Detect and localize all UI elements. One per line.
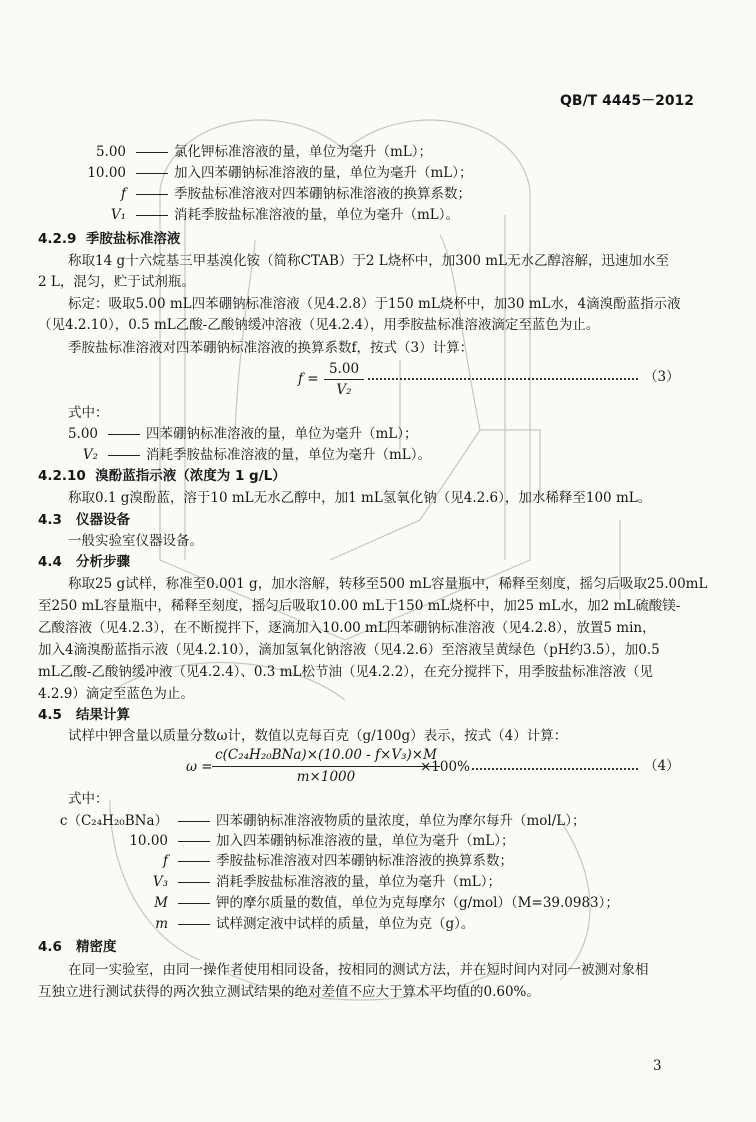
section-heading-4-2-9: 4.2.9 季胺盐标准溶液 (38, 231, 181, 247)
definition-symbol: V₃ (152, 874, 168, 890)
definition-dash (178, 903, 210, 904)
definition-symbol: 10.00 (129, 833, 168, 849)
paragraph-line: 乙酸溶液（见4.2.3），在不断搅拌下，逐滴加入10.00 mL四苯硼钠标准溶液（见4.2.8），放置5 min， (38, 620, 656, 636)
definition-symbol: 5.00 (95, 144, 126, 160)
where-label: 式中： (68, 405, 109, 421)
paragraph: 季胺盐标准溶液对四苯硼钠标准溶液的换算系数f，按式（3）计算： (68, 340, 474, 356)
paragraph: 试样中钾含量以质量分数ω计，数值以克每百克（g/100g）表示，按式（4）计算： (68, 728, 568, 744)
page-number: 3 (653, 1058, 662, 1074)
equation-tail: ×100% (420, 759, 470, 775)
equation-label: （3） (644, 369, 680, 385)
paragraph-line: 至250 mL容量瓶中，稀释至刻度，摇匀后吸取10.00 mL于150 mL烧杯中，加25 mL水，加2 mL硫酸镁- (38, 598, 681, 614)
definition-symbol: 5.00 (67, 426, 98, 442)
equation-numerator: 5.00 (328, 361, 360, 377)
definition-dash (136, 194, 168, 195)
equation-denominator: V₂ (336, 382, 352, 398)
definition-dash (178, 882, 210, 883)
paragraph: （见4.2.10），0.5 mL乙酸-乙酸钠缓冲溶液（见4.2.4），用季胺盐标准溶液滴定至蓝色为止。 (38, 317, 600, 333)
equation-label: （4） (644, 758, 680, 774)
equation-numerator: c(C₂₄H₂₀BNa)×(10.00 - f×V₃)×M (215, 747, 437, 763)
section-heading-4-3: 4.3 仪器设备 (38, 512, 131, 528)
definition-symbol: f (163, 853, 168, 869)
fraction-bar (324, 379, 364, 380)
definition-text: 消耗季胺盐标准溶液的量，单位为毫升（mL）。 (146, 447, 432, 463)
definition-dash (178, 861, 210, 862)
standard-number: QB/T 4445－2012 (560, 93, 695, 109)
definition-text: 四苯硼钠标准溶液的量，单位为毫升（mL）； (146, 426, 418, 442)
definition-symbol: f (121, 186, 126, 202)
definition-text: 季胺盐标准溶液对四苯硼钠标准溶液的换算系数； (174, 186, 471, 202)
definition-text: 消耗季胺盐标准溶液的量，单位为毫升（mL）。 (174, 207, 460, 223)
section-heading-4-5: 4.5 结果计算 (38, 707, 131, 723)
paragraph: 标定：吸取5.00 mL四苯硼钠标准溶液（见4.2.8）于150 mL烧杯中，加30 mL水，4滴溴酚蓝指示液 (68, 296, 681, 312)
definition-symbol: M (154, 895, 168, 911)
section-heading-4-2-10: 4.2.10 溴酚蓝指示液（浓度为 1 g/L） (38, 468, 286, 484)
section-heading-4-4: 4.4 分析步骤 (38, 554, 131, 570)
definition-dash (108, 434, 140, 435)
definition-symbol: 10.00 (87, 165, 126, 181)
paragraph-line: 加入4滴溴酚蓝指示液（见4.2.10），滴加氢氧化钠溶液（见4.2.6）至溶液呈黄绿色（pH约3.5），加0.5 (38, 642, 660, 658)
where-label: 式中： (68, 791, 109, 807)
paragraph-line: mL乙酸-乙酸钠缓冲液（见4.2.4）、0.3 mL松节油（见4.2.2），在充分搅拌下，用季胺盐标准溶液（见 (38, 664, 654, 680)
definition-text: 加入四苯硼钠标准溶液的量，单位为毫升（mL）； (216, 833, 515, 849)
paragraph-line: 互独立进行测试获得的两次独立测试结果的绝对差值不应大于算术平均值的0.60%。 (38, 984, 540, 1000)
definition-text: 消耗季胺盐标准溶液的量，单位为毫升（mL）； (216, 874, 502, 890)
definition-symbol: V₁ (110, 207, 126, 223)
definition-dash (108, 455, 140, 456)
definition-dash (136, 173, 168, 174)
paragraph: 一般实验室仪器设备。 (68, 533, 203, 549)
definition-symbol: V₂ (82, 447, 98, 463)
paragraph-line: 在同一实验室，由同一操作者使用相同设备，按相同的测试方法，并在短时间内对同一被测对象相 (68, 962, 649, 978)
definition-dash (178, 841, 210, 842)
section-heading-4-6: 4.6 精密度 (38, 939, 117, 955)
definition-dash (178, 924, 210, 925)
paragraph: 称取0.1 g溴酚蓝，溶于10 mL无水乙醇中，加1 mL氢氧化钠（见4.2.6），加水稀释至100 mL。 (68, 490, 652, 506)
definition-dash (178, 821, 210, 822)
definition-dash (136, 152, 168, 153)
definition-text: 季胺盐标准溶液对四苯硼钠标准溶液的换算系数； (216, 853, 513, 869)
fraction-bar (212, 766, 440, 767)
paragraph: 2 L，混匀，贮于试剂瓶。 (38, 274, 195, 290)
definition-text: 氯化钾标准溶液的量，单位为毫升（mL）； (174, 144, 433, 160)
definition-dash (136, 215, 168, 216)
equation-denominator: m×1000 (296, 769, 356, 785)
leader-dots (368, 378, 638, 380)
definition-text: 钾的摩尔质量的数值，单位为克每摩尔（g/mol）（M=39.0983）； (216, 895, 619, 911)
definition-text: 试样测定液中试样的质量，单位为克（g）。 (216, 916, 475, 932)
definition-symbol: m (155, 916, 168, 932)
definition-text: 四苯硼钠标准溶液物质的量浓度，单位为摩尔每升（mol/L）； (216, 813, 586, 829)
equation-lhs: ω = (186, 759, 213, 775)
leader-dots (472, 768, 638, 770)
paragraph-line: 4.2.9）滴定至蓝色为止。 (38, 686, 194, 702)
definition-symbol: c（C₂₄H₂₀BNa） (59, 813, 168, 829)
equation-lhs: f = (298, 371, 319, 387)
paragraph: 称取14 g十六烷基三甲基溴化铵（简称CTAB）于2 L烧杯中，加300 mL无水乙醇溶解，迅速加水至 (68, 253, 670, 269)
paragraph-line: 称取25 g试样，称准至0.001 g，加水溶解，转移至500 mL容量瓶中，稀释至刻度，摇匀后吸取25.00mL (68, 576, 708, 592)
definition-text: 加入四苯硼钠标准溶液的量，单位为毫升（mL）； (174, 165, 473, 181)
